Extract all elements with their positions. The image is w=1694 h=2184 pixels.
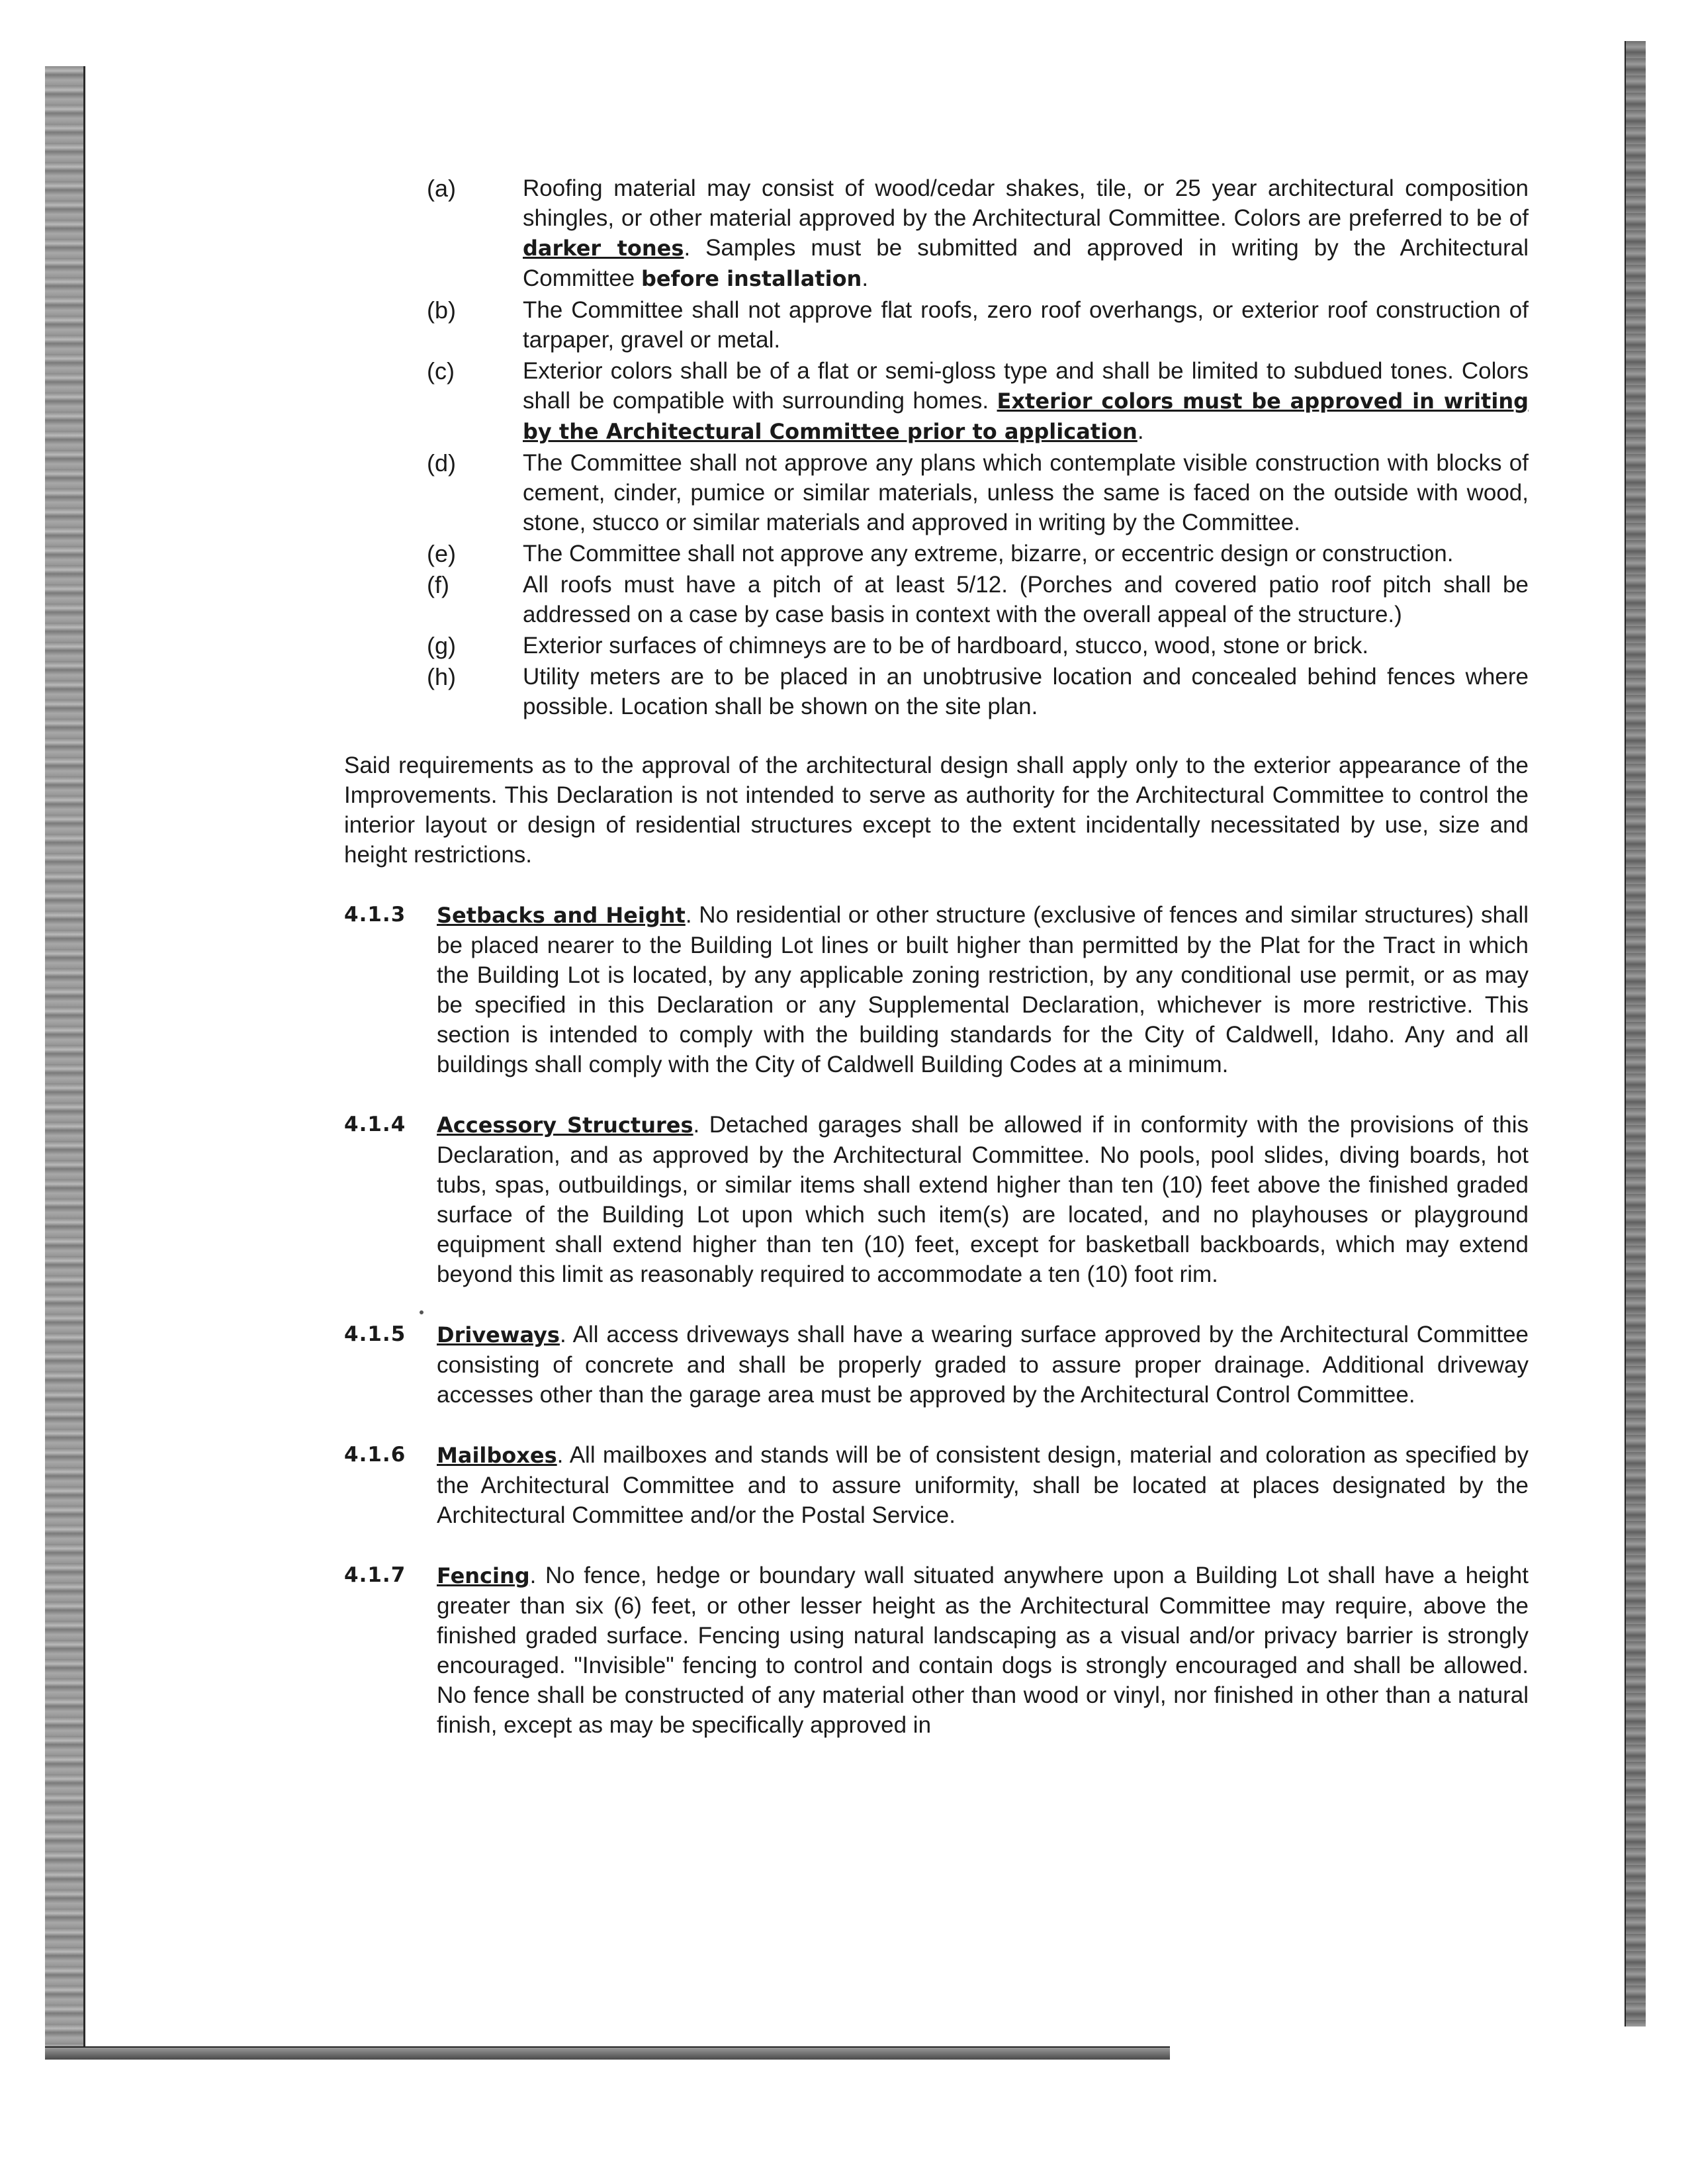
section-number: 4.1.3 <box>344 903 406 927</box>
list-letter: (c) <box>427 357 455 385</box>
section-4-1-7 <box>344 1561 1529 1740</box>
section-body: . All access driveways shall have a wearing surface approved by the Architectural Committee consisting of concrete and shall be properly graded to assure proper drainage. Additional driveway accesses other than the garage area must be approved by the Architectural Control Committee. <box>437 1322 1529 1408</box>
requirements-list <box>344 173 1529 721</box>
list-letter: (h) <box>427 663 456 690</box>
scan-right-edge <box>1625 41 1646 2026</box>
section-number: 4.1.5 <box>344 1322 406 1346</box>
section-number: 4.1.7 <box>344 1563 406 1587</box>
list-item-h <box>344 662 1529 721</box>
list-text: The Committee shall not approve flat roofs, zero roof overhangs, or exterior roof construction of tarpaper, gravel or metal. <box>523 297 1529 353</box>
list-item-g <box>344 631 1529 660</box>
emphasis-underline: Exterior colors must be approved in writing by the Architectural Committee prior to application <box>523 388 1529 444</box>
section-body: . No fence, hedge or boundary wall situated anywhere upon a Building Lot shall have a height greater than six (6) feet, or other lesser height as the Architectural Committee may require, above the finished graded surface. Fencing using natural landscaping as a visual and/or privacy barrier is strongly encouraged. "Invisible" fencing to control and contain dogs is strongly encouraged and shall be allowed. No fence shall be constructed of any material other than wood or vinyl, nor finished in other than a natural finish, except as may be specifically approved in <box>437 1563 1529 1738</box>
list-letter: (g) <box>427 632 456 659</box>
section-heading: Driveways <box>437 1322 560 1347</box>
section-body: . No residential or other structure (exclusive of fences and similar structures) shall be placed nearer to the Building Lot lines or built higher than permitted by the Plat for the Tract in which the Building Lot is located, by any applicable zoning restriction, by any conditional use permit, or as may be specified in this Declaration or any Supplemental Declaration, whichever is more restrictive. This section is intended to comply with the building standards for the City of Caldwell, Idaho. Any and all buildings shall comply with the City of Caldwell Building Codes at a minimum. <box>437 902 1529 1077</box>
section-heading: Accessory Structures <box>437 1113 693 1138</box>
list-text: Roofing material may consist of wood/cedar shakes, tile, or 25 year architectural composition shingles, or other material approved by the Architectural Committee. Colors are preferred to be of darker tones. Samples must be submitted and approved in writing by the Architectural Committee before installation. <box>523 175 1529 291</box>
scan-bottom-edge <box>45 2046 1170 2060</box>
list-letter: (a) <box>427 175 456 202</box>
list-text: All roofs must have a pitch of at least 5/12. (Porches and covered patio roof pitch shall be addressed on a case by case basis in context with the overall appeal of the structure.) <box>523 572 1529 627</box>
list-item-b <box>344 295 1529 355</box>
list-text: The Committee shall not approve any plans which contemplate visible construction with blocks of cement, cinder, pumice or similar materials, unless the same is faced on the outside with wood, stone, stucco or similar materials and approved in writing by the Committee. <box>523 450 1529 535</box>
list-text: The Committee shall not approve any extreme, bizarre, or eccentric design or construction. <box>523 541 1454 567</box>
emphasis-bold: before installation <box>641 266 862 291</box>
section-heading: Setbacks and Height <box>437 903 686 928</box>
section-number: 4.1.4 <box>344 1113 406 1136</box>
section-heading: Fencing <box>437 1563 530 1588</box>
scan-left-edge <box>45 66 85 2058</box>
list-item-c <box>344 356 1529 447</box>
section-body: . All mailboxes and stands will be of consistent design, material and coloration as specified by the Architectural Committee and to assure uniformity, shall be located at places designated by the Architectural Committee and/or the Postal Service. <box>437 1442 1529 1528</box>
section-number: 4.1.6 <box>344 1443 406 1467</box>
list-letter: (b) <box>427 296 456 324</box>
section-4-1-4 <box>344 1110 1529 1289</box>
list-item-d <box>344 448 1529 537</box>
list-text: Exterior surfaces of chimneys are to be of hardboard, stucco, wood, stone or brick. <box>523 633 1369 659</box>
section-body: . Detached garages shall be allowed if in conformity with the provisions of this Declaration, and as approved by the Architectural Committee. No pools, pool slides, diving boards, hot tubs, spas, outbuildings, or similar items shall extend higher than ten (10) feet above the finished graded surface of the Building Lot upon which such item(s) are located, and no playhouses or playground equipment shall extend higher than ten (10) feet, except for basketball backboards, which may extend beyond this limit as reasonably required to accommodate a ten (10) foot rim. <box>437 1112 1529 1287</box>
list-item-e <box>344 539 1529 569</box>
list-letter: (e) <box>427 540 456 567</box>
section-4-1-6 <box>344 1440 1529 1530</box>
list-letter: (f) <box>427 571 449 598</box>
summary-paragraph: Said requirements as to the approval of the architectural design shall apply only to the exterior appearance of the Improvements. This Declaration is not intended to serve as authority for the Architectural Committee to control the interior layout or design of residential structures except to the extent incidentally necessitated by use, size and height restrictions. <box>344 752 1529 868</box>
section-heading: Mailboxes <box>437 1443 557 1468</box>
list-item-f <box>344 570 1529 629</box>
section-4-1-5 <box>344 1320 1529 1410</box>
section-4-1-3 <box>344 900 1529 1079</box>
list-text: Utility meters are to be placed in an unobtrusive location and concealed behind fences where possible. Location shall be shown on the site plan. <box>523 664 1529 719</box>
list-text: Exterior colors shall be of a flat or semi-gloss type and shall be limited to subdued tones. Colors shall be compatible with surrounding homes. Exterior colors must be approved in writing by the Architectural Committee prior to application. <box>523 358 1529 444</box>
document-body <box>344 173 1529 1740</box>
list-letter: (d) <box>427 449 456 477</box>
emphasis-underline: darker tones <box>523 236 684 261</box>
list-item-a <box>344 173 1529 294</box>
